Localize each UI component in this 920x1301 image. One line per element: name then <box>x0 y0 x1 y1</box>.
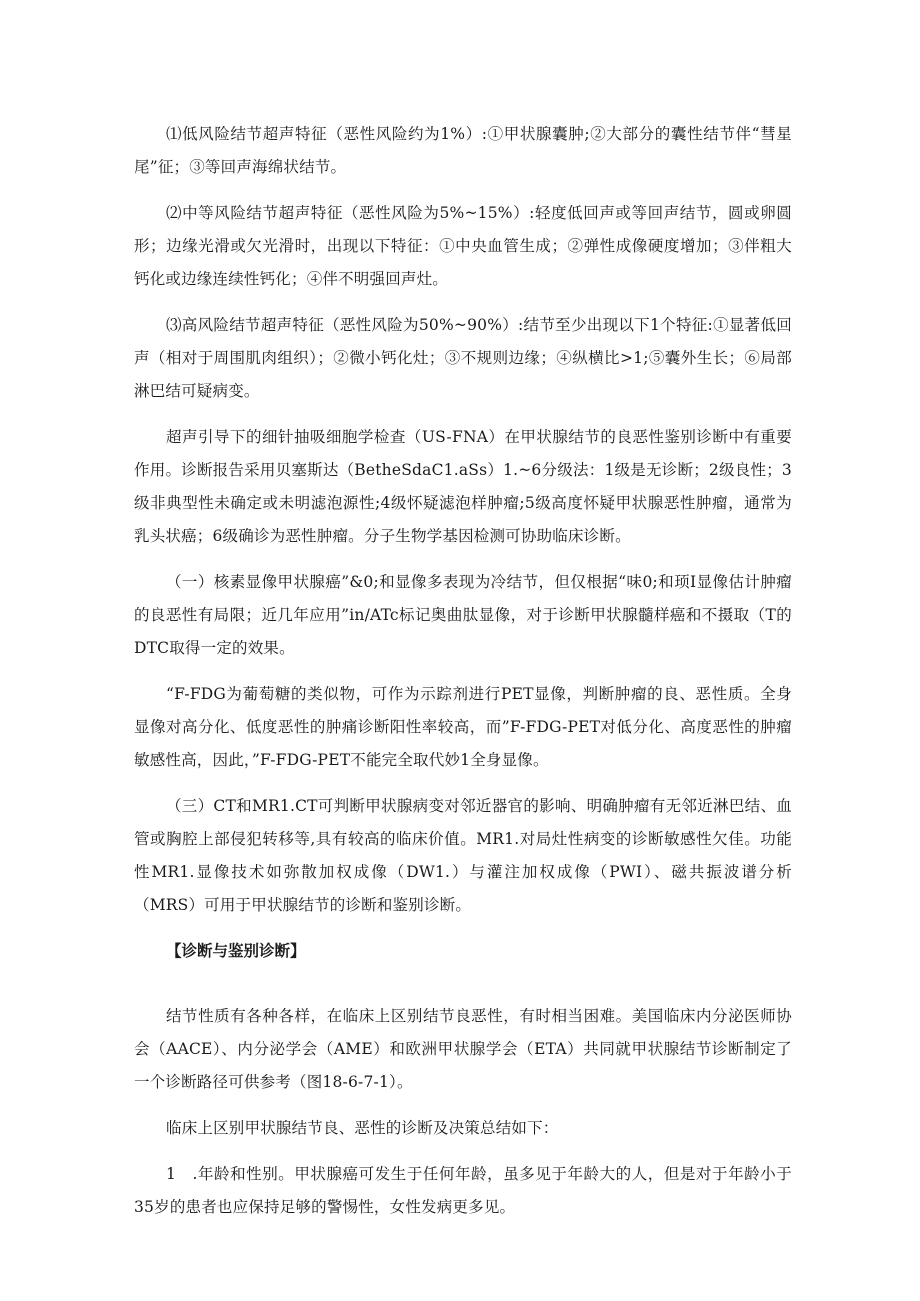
paragraph-fdg-pet: “F-FDG为葡萄糖的类似物，可作为示踪剂进行PET显像，判断肿瘤的良、恶性质。全身显像对高分化、低度恶性的肿痛诊断阳性率较高，而”F-FDG-PET对低分化、高度恶性的肿瘤敏感性高，因此，”F-FDG-PET不能完全取代妙1全身显像。 <box>134 685 792 769</box>
paragraph-ct-mri: （三）CT和MR1.CT可判断甲状腺病变对邻近器官的影响、明确肿瘤有无邻近淋巴结、血管或胸腔上部侵犯转移等,具有较高的临床价值。MR1.对局灶性病变的诊断敏感性欠佳。功能性MR1.显像技术如弥散加权成像（DW1.）与灌注加权成像（PWI）、磁共振波谱分析（MRS）可用于甲状腺结节的诊断和鉴别诊断。 <box>134 797 792 914</box>
paragraph-age-sex: 1 .年龄和性别。甲状腺癌可发生于任何年龄，虽多见于年龄大的人，但是对于年龄小于35岁的患者也应保持足够的警惕性，女性发病更多见。 <box>134 1165 792 1216</box>
paragraph-low-risk: ⑴低风险结节超声特征（恶性风险约为1%）:①甲状腺囊肿;②大部分的囊性结节伴“彗星尾”征；③等回声海绵状结节。 <box>134 125 792 176</box>
paragraph-medium-risk: ⑵中等风险结节超声特征（恶性风险为5%~15%）:轻度低回声或等回声结节，圆或卵圆形；边缘光滑或欠光滑时，出现以下特征：①中央血管生成；②弹性成像硬度增加；③伴粗大钙化或边缘连续性钙化；④伴不明强回声灶。 <box>134 204 792 288</box>
paragraph-summary-intro: 临床上区别甲状腺结节良、恶性的诊断及决策总结如下： <box>166 1119 559 1137</box>
section-heading: 【诊断与鉴别诊断】 <box>166 942 306 960</box>
paragraph-high-risk: ⑶高风险结节超声特征（恶性风险为50%~90%）:结节至少出现以下1个特征:①显著低回声（相对于周围肌肉组织）；②微小钙化灶；③不规则边缘；④纵横比>1;⑤囊外生长；⑥局部淋巴结可疑病变。 <box>134 316 792 400</box>
paragraph-us-fna: 超声引导下的细针抽吸细胞学检查（US-FNA）在甲状腺结节的良恶性鉴别诊断中有重要作用。诊断报告采用贝塞斯达（BetheSdaC1.aSs）1.~6分级法：1级是无诊断；2级良性；3级非典型性未确定或未明滤泡源性;4级怀疑滤泡样肿瘤;5级高度怀疑甲状腺恶性肿瘤，通常为乳头状癌；6级确诊为恶性肿瘤。分子生物学基因检测可协助临床诊断。 <box>134 428 792 545</box>
paragraph-nuclide-imaging: （一）核素显像甲状腺癌”&0;和显像多表现为冷结节，但仅根据“味0;和顼I显像估计肿瘤的良恶性有局限；近几年应用”in/ATc标记奥曲肽显像，对于诊断甲状腺髓样癌和不摄取（T的DTC取得一定的效果。 <box>134 573 792 657</box>
paragraph-diagnosis-path: 结节性质有各种各样，在临床上区别结节良恶性，有时相当困难。美国临床内分泌医师协会（AACE）、内分泌学会（AME）和欧洲甲状腺学会（ETA）共同就甲状腺结节诊断制定了一个诊断路径可供参考（图18-6-7-1）。 <box>134 1007 792 1091</box>
